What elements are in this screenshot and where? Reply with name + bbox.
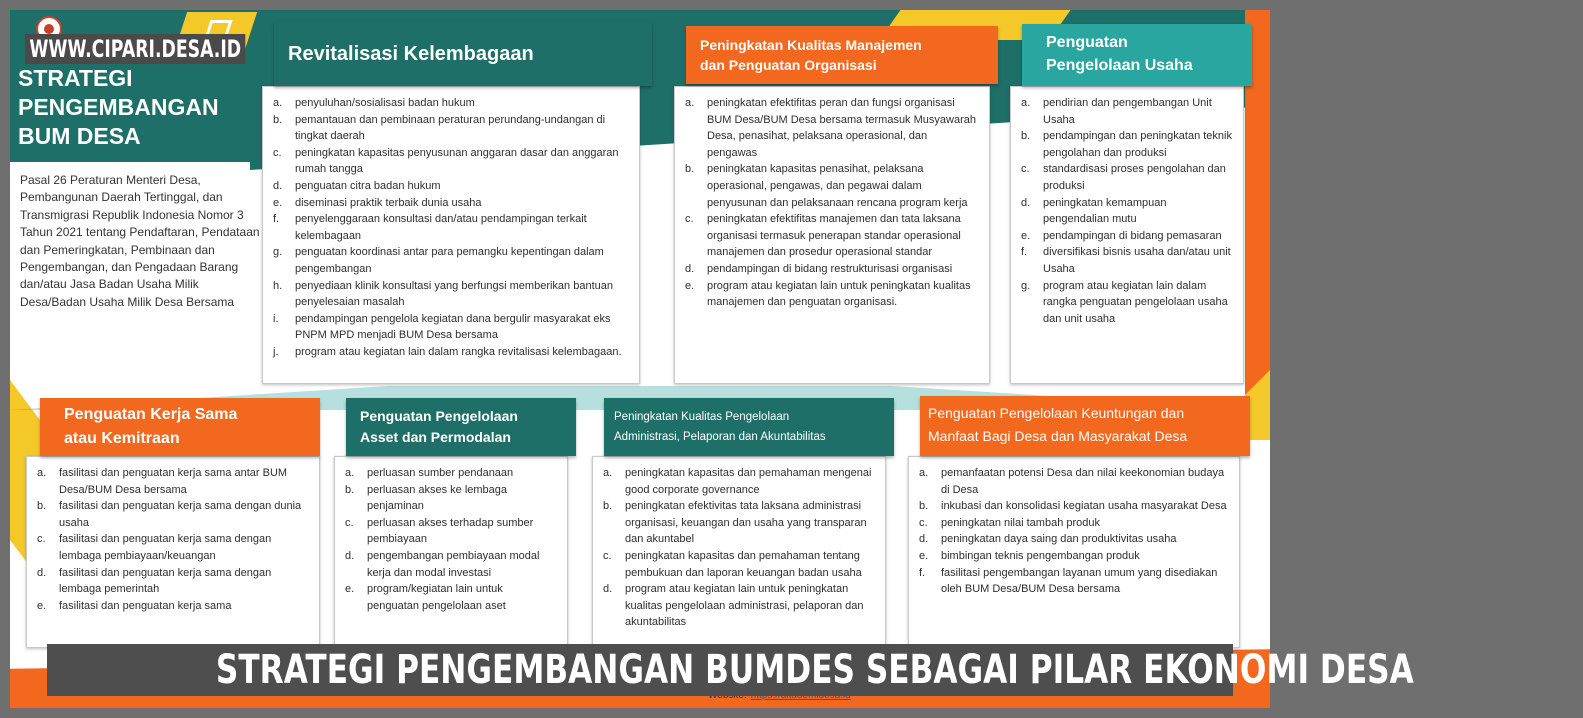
list-item-letter: c. [685, 213, 694, 226]
card-list [675, 87, 989, 317]
list-item-text: peningkatan efektifitas manajemen dan tata laksana organisasi termasuk penerapan standar operasional manajemen dan prosedur operasional standar [707, 213, 961, 259]
list-item [273, 278, 629, 311]
list-item-text: program/kegiatan lain untuk penguatan pengelolaan aset [367, 583, 506, 612]
header-title-line: Administrasi, Pelaporan dan Akuntabilitas [614, 431, 826, 443]
card-list [909, 457, 1239, 604]
list-item [603, 498, 875, 548]
list-item-letter: d. [37, 566, 47, 579]
card-manajemen-organisasi [674, 86, 990, 384]
list-item-text: program atau kegiatan lain dalam rangka penguatan pengelolaan usaha dan unit usaha [1043, 279, 1228, 325]
list-item-text: perluasan akses ke lembaga penjaminan [367, 483, 508, 513]
list-item [37, 531, 309, 564]
list-item [603, 548, 875, 581]
list-item-letter: e. [919, 549, 929, 562]
header-title-line: Penguatan Pengelolaan [360, 408, 518, 424]
list-item-text: inkubasi dan konsolidasi kegiatan usaha masyarakat Desa [941, 500, 1227, 513]
list-item [345, 482, 557, 515]
header-title-line: Peningkatan Kualitas Pengelolaan [614, 411, 790, 423]
list-item-text: pemantauan dan pembinaan peraturan perundang-undangan di tingkat daerah [295, 113, 606, 143]
list-item-letter: b. [685, 163, 695, 176]
list-item-letter: d. [1021, 196, 1031, 209]
list-item-text: bimbingan teknis pengembangan produk [941, 549, 1140, 562]
list-item [273, 211, 629, 244]
card-kerja-sama [26, 456, 320, 648]
main-title-line: PENGEMBANGAN [18, 94, 219, 120]
list-item-text: perluasan akses terhadap sumber pembiayaan [367, 516, 534, 546]
list-item-letter: c. [345, 516, 354, 529]
header-title-line: Revitalisasi Kelembagaan [288, 43, 534, 65]
card-list [263, 87, 639, 367]
list-item [919, 498, 1229, 515]
list-item-letter: e. [273, 196, 283, 209]
list-item [1021, 128, 1233, 161]
list-item-letter: e. [685, 279, 695, 292]
list-item-letter: f. [273, 213, 280, 226]
list-item-letter: c. [603, 549, 612, 562]
list-item-letter: b. [273, 113, 283, 126]
list-item-text: peningkatan efektivitas tata laksana administrasi organisasi, keuangan dan usaha yang transparan dan akuntabel [625, 500, 867, 546]
list-item [603, 465, 875, 498]
list-item [273, 195, 629, 212]
list-item-letter: g. [1021, 279, 1031, 292]
header-keuntungan-manfaat [920, 396, 1250, 456]
list-item-letter: a. [919, 467, 929, 479]
list-item-letter: c. [919, 516, 928, 529]
watermark-bottom [47, 644, 1414, 696]
list-item [1021, 195, 1233, 228]
list-item [919, 515, 1229, 532]
list-item-text: pendampingan dan peningkatan teknik pengolahan dan produksi [1043, 130, 1232, 159]
list-item-letter: a. [685, 97, 695, 109]
list-item [919, 465, 1229, 498]
list-item-letter: c. [273, 146, 282, 159]
list-item-text: fasilitasi dan penguatan kerja sama [59, 599, 232, 612]
header-title-line: atau Kemitraan [64, 430, 180, 447]
list-item-text: pendampingan pengelola kegiatan dana bergulir masyarakat eks PNPM MPD menjadi BUM Desa bersama [295, 312, 611, 342]
list-item [345, 465, 557, 482]
list-item-letter: f. [919, 566, 926, 579]
list-item [1021, 161, 1233, 194]
list-item-text: diseminasi praktik terbaik dunia usaha [295, 196, 482, 209]
list-item-text: penyuluhan/sosialisasi badan hukum [295, 97, 475, 109]
list-item-text: penyelenggaraan konsultasi dan/atau pendampingan terkait kelembagaan [295, 213, 587, 242]
list-item-text: peningkatan nilai tambah produk [941, 516, 1101, 529]
list-item [273, 145, 629, 178]
list-item-letter: b. [919, 500, 929, 513]
list-item-text: peningkatan kapasitas dan pemahaman tentang pembukuan dan laporan keuangan badan usaha [625, 549, 862, 579]
list-item-letter: g. [273, 246, 283, 259]
watermark-bottom-text: STRATEGI PENGEMBANGAN BUMDES SEBAGAI PILAR EKONOMI DESA [215, 647, 1414, 693]
header-title-line: Asset dan Permodalan [360, 429, 511, 445]
list-item-letter: h. [273, 279, 283, 292]
list-item-letter: c. [37, 533, 46, 546]
list-item-text: penguatan koordinasi antar para pemangku kepentingan dalam pengembangan [295, 246, 604, 275]
list-item-text: pengembangan pembiayaan modal kerja dan modal investasi [367, 549, 540, 579]
header-administrasi-akuntabilitas [604, 398, 894, 456]
list-item-text: peningkatan daya saing dan produktivitas usaha [941, 533, 1177, 546]
list-item-text: fasilitasi pengembangan layanan umum yang disediakan oleh BUM Desa/BUM Desa bersama [941, 566, 1218, 596]
list-item-text: peningkatan kemampuan pengendalian mutu [1043, 196, 1167, 226]
list-item [37, 465, 309, 498]
main-title-line: BUM DESA [18, 123, 141, 149]
header-kerja-sama [40, 398, 320, 456]
list-item-letter: c. [1021, 163, 1030, 176]
header-title-line: Penguatan Pengelolaan Keuntungan dan [928, 405, 1185, 421]
list-item [685, 161, 979, 211]
list-item-letter: b. [1021, 130, 1031, 143]
list-item-letter: e. [1021, 229, 1031, 242]
header-title-line: Penguatan Kerja Sama [64, 406, 238, 423]
list-item-letter: d. [345, 549, 355, 562]
list-item [919, 548, 1229, 565]
list-item-letter: j. [273, 345, 279, 358]
card-list [593, 457, 885, 637]
list-item-text: standardisasi proses pengolahan dan produksi [1043, 163, 1226, 192]
list-item-letter: e. [345, 583, 355, 596]
header-title-line: dan Penguatan Organisasi [700, 57, 877, 73]
card-list [1011, 87, 1243, 333]
list-item-text: pendampingan di bidang pemasaran [1043, 229, 1222, 242]
list-item [37, 598, 309, 615]
list-item [273, 112, 629, 145]
card-list [27, 457, 319, 620]
list-item-letter: i. [273, 312, 279, 325]
list-item-letter: f. [1021, 246, 1028, 259]
card-keuntungan-manfaat [908, 456, 1240, 648]
header-revitalisasi-kelembagaan [274, 22, 652, 86]
list-item-text: fasilitasi dan penguatan kerja sama dengan lembaga pemerintah [59, 566, 272, 596]
list-item [345, 548, 557, 581]
intro-text: Pasal 26 Peraturan Menteri Desa, Pembangunan Daerah Tertinggal, dan Transmigrasi Republik Indonesia Nomor 3 Tahun 2021 tentang Pendaftaran, Pendataan dan Pemeringkatan, Pembinaan dan Pengembangan, dan Pengadaan Barang dan/atau Jasa Badan Usaha Milik Desa/Badan Usaha Milik Desa Bersama [20, 173, 260, 309]
list-item [685, 211, 979, 261]
list-item-text: program atau kegiatan lain untuk peningkatan kualitas manajemen dan penguatan organisasi. [707, 279, 971, 309]
main-title [18, 64, 258, 151]
card-revitalisasi-kelembagaan [262, 86, 640, 384]
list-item [1021, 278, 1233, 328]
list-item-text: pendampingan di bidang restrukturisasi organisasi [707, 262, 953, 275]
header-title-line: Pengelolaan Usaha [1046, 57, 1193, 74]
list-item-text: peningkatan kapasitas penyusunan anggaran dasar dan anggaran rumah tangga [295, 146, 619, 176]
list-item-letter: d. [919, 533, 929, 546]
list-item-text: program atau kegiatan lain dalam rangka revitalisasi kelembagaan. [295, 345, 622, 358]
list-item [919, 531, 1229, 548]
list-item-letter: d. [273, 179, 283, 192]
watermark-top: WWW.CIPARI.DESA.ID [25, 34, 245, 64]
list-item-text: peningkatan kapasitas dan pemahaman mengenai good corporate governance [625, 467, 872, 496]
list-item-letter: a. [1021, 97, 1031, 109]
list-item-text: penyediaan klinik konsultasi yang berfungsi memberikan bantuan penyelesaian masalah [295, 279, 613, 309]
list-item-letter: d. [685, 262, 695, 275]
list-item [685, 278, 979, 311]
main-title-line: STRATEGI [18, 65, 133, 91]
list-item-letter: a. [603, 467, 613, 479]
list-item-letter: b. [37, 500, 47, 513]
list-item-text: pendirian dan pengembangan Unit Usaha [1043, 97, 1212, 126]
list-item [685, 95, 979, 161]
list-item-letter: a. [37, 467, 47, 479]
list-item-text: peningkatan efektifitas peran dan fungsi organisasi BUM Desa/BUM Desa bersama termasuk Musyawarah Desa, penasihat, pelaksana operasional, dan pengawas [707, 97, 976, 159]
header-title-line: Peningkatan Kualitas Manajemen [700, 37, 922, 53]
list-item [273, 311, 629, 344]
list-item [37, 498, 309, 531]
card-pengelolaan-usaha [1010, 86, 1244, 384]
list-item-text: perluasan sumber pendanaan [367, 467, 514, 479]
list-item-text: fasilitasi dan penguatan kerja sama dengan lembaga pembiayaan/keuangan [59, 533, 272, 562]
header-title-line: Manfaat Bagi Desa dan Masyarakat Desa [928, 428, 1188, 444]
list-item [273, 178, 629, 195]
card-administrasi-akuntabilitas [592, 456, 886, 648]
list-item [273, 244, 629, 277]
list-item [273, 95, 629, 112]
header-pengelolaan-usaha [1022, 24, 1252, 86]
list-item [603, 581, 875, 631]
list-item-text: diversifikasi bisnis usaha dan/atau unit Usaha [1043, 246, 1231, 275]
list-item-text: fasilitasi dan penguatan kerja sama dengan dunia usaha [59, 500, 302, 529]
list-item-text: penguatan citra badan hukum [295, 179, 441, 192]
list-item [685, 261, 979, 278]
list-item-letter: b. [603, 500, 613, 513]
list-item-text: pemanfaatan potensi Desa dan nilai keekonomian budaya di Desa [941, 467, 1225, 496]
list-item [1021, 244, 1233, 277]
list-item-text: fasilitasi dan penguatan kerja sama antar BUM Desa/BUM Desa bersama [59, 467, 288, 496]
list-item [1021, 95, 1233, 128]
list-item [345, 515, 557, 548]
list-item-letter: d. [603, 583, 613, 596]
list-item [345, 581, 557, 614]
header-asset-permodalan [346, 398, 576, 456]
list-item-text: program atau kegiatan lain untuk peningkatan kualitas pengelolaan administrasi, pelaporan dan akuntabilitas [625, 583, 864, 629]
card-asset-permodalan [334, 456, 568, 648]
list-item-letter: a. [273, 97, 283, 109]
card-list [335, 457, 567, 620]
list-item [37, 565, 309, 598]
list-item-letter: b. [345, 483, 355, 496]
list-item-letter: a. [345, 467, 355, 479]
list-item [1021, 228, 1233, 245]
list-item [919, 565, 1229, 598]
list-item [273, 344, 629, 361]
list-item-letter: e. [37, 599, 47, 612]
list-item-text: peningkatan kapasitas penasihat, pelaksana operasional, pengawas, dan pegawai dalam penyusunan dan pelaksanaan rencana program kerja [707, 163, 968, 209]
header-title-line: Penguatan [1046, 34, 1128, 51]
header-manajemen-organisasi [686, 26, 998, 84]
